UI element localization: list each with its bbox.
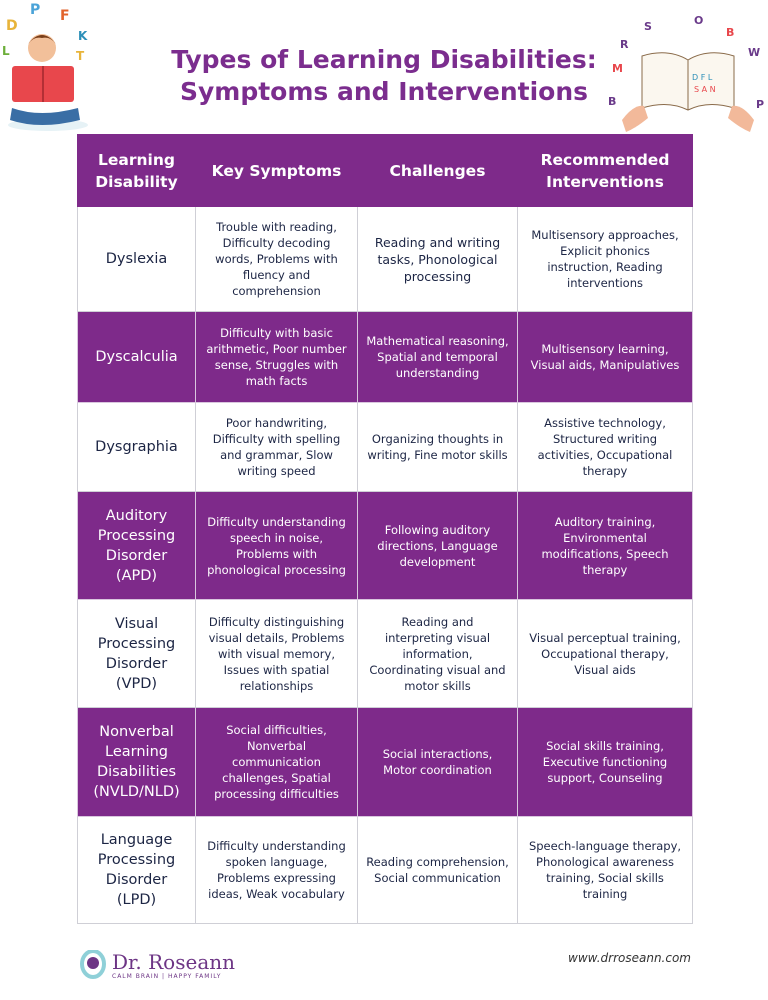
header-interventions: Recommended Interventions bbox=[518, 135, 693, 207]
title-line-2: Symptoms and Interventions bbox=[179, 77, 589, 106]
symptoms-cell: Difficulty with basic arithmetic, Poor number sense, Struggles with math facts bbox=[196, 312, 358, 403]
challenges-cell: Following auditory directions, Language development bbox=[358, 492, 518, 600]
table-row bbox=[78, 492, 693, 600]
svg-text:B: B bbox=[608, 95, 617, 108]
table-row bbox=[78, 600, 693, 708]
svg-text:D F L: D F L bbox=[692, 73, 713, 82]
svg-text:F: F bbox=[60, 8, 70, 24]
head-silhouette-icon bbox=[80, 950, 106, 980]
svg-text:S A N: S A N bbox=[694, 85, 716, 94]
dr-roseann-logo bbox=[80, 950, 235, 980]
interventions-cell: Social skills training, Executive functioning support, Counseling bbox=[518, 708, 693, 817]
page-title bbox=[150, 44, 618, 108]
svg-text:M: M bbox=[612, 62, 623, 75]
header-learning-disability: Learning Disability bbox=[78, 135, 196, 207]
svg-text:B: B bbox=[726, 26, 735, 39]
table-header-row bbox=[78, 135, 693, 207]
svg-text:R: R bbox=[620, 38, 629, 51]
disability-name: Nonverbal Learning Disabilities (NVLD/NLD) bbox=[78, 708, 196, 817]
disability-name: Visual Processing Disorder (VPD) bbox=[78, 600, 196, 708]
disability-name: Language Processing Disorder (LPD) bbox=[78, 817, 196, 924]
interventions-cell: Auditory training, Environmental modifications, Speech therapy bbox=[518, 492, 693, 600]
symptoms-cell: Difficulty understanding speech in noise, Problems with phonological processing bbox=[196, 492, 358, 600]
learning-disabilities-table bbox=[77, 134, 693, 924]
challenges-cell: Social interactions, Motor coordination bbox=[358, 708, 518, 817]
svg-text:K: K bbox=[78, 29, 88, 43]
svg-text:T: T bbox=[76, 49, 85, 63]
svg-text:W: W bbox=[748, 46, 761, 59]
table-row bbox=[78, 403, 693, 492]
header-key-symptoms: Key Symptoms bbox=[196, 135, 358, 207]
table-row bbox=[78, 708, 693, 817]
child-reading-illustration bbox=[0, 0, 110, 135]
table-row bbox=[78, 817, 693, 924]
header-challenges: Challenges bbox=[358, 135, 518, 207]
svg-text:P: P bbox=[756, 98, 765, 111]
svg-text:P: P bbox=[30, 2, 41, 18]
table-row bbox=[78, 207, 693, 312]
symptoms-cell: Poor handwriting, Difficulty with spelling and grammar, Slow writing speed bbox=[196, 403, 358, 492]
interventions-cell: Assistive technology, Structured writing activities, Occupational therapy bbox=[518, 403, 693, 492]
challenges-cell: Reading comprehension, Social communication bbox=[358, 817, 518, 924]
symptoms-cell: Trouble with reading, Difficulty decoding words, Problems with fluency and comprehension bbox=[196, 207, 358, 312]
table-row bbox=[78, 312, 693, 403]
title-line-1: Types of Learning Disabilities: bbox=[171, 45, 597, 74]
challenges-cell: Mathematical reasoning, Spatial and temporal understanding bbox=[358, 312, 518, 403]
interventions-cell: Speech-language therapy, Phonological awareness training, Social skills training bbox=[518, 817, 693, 924]
symptoms-cell: Difficulty understanding spoken language, Problems expressing ideas, Weak vocabulary bbox=[196, 817, 358, 924]
svg-text:D: D bbox=[6, 18, 18, 34]
challenges-cell: Organizing thoughts in writing, Fine motor skills bbox=[358, 403, 518, 492]
svg-text:L: L bbox=[2, 44, 10, 58]
interventions-cell: Visual perceptual training, Occupational therapy, Visual aids bbox=[518, 600, 693, 708]
disability-name: Dyscalculia bbox=[78, 312, 196, 403]
challenges-cell: Reading and writing tasks, Phonological processing bbox=[358, 207, 518, 312]
website-url: www.drroseann.com bbox=[568, 951, 691, 965]
svg-text:S: S bbox=[644, 20, 652, 33]
challenges-cell: Reading and interpreting visual information, Coordinating visual and motor skills bbox=[358, 600, 518, 708]
logo-name: Dr. Roseann bbox=[112, 949, 235, 974]
disability-name: Auditory Processing Disorder (APD) bbox=[78, 492, 196, 600]
symptoms-cell: Social difficulties, Nonverbal communication challenges, Spatial processing difficulties bbox=[196, 708, 358, 817]
open-book-illustration bbox=[608, 10, 768, 135]
interventions-cell: Multisensory approaches, Explicit phonics instruction, Reading interventions bbox=[518, 207, 693, 312]
symptoms-cell: Difficulty distinguishing visual details, Problems with visual memory, Issues with spatial relationships bbox=[196, 600, 358, 708]
interventions-cell: Multisensory learning, Visual aids, Manipulatives bbox=[518, 312, 693, 403]
disability-name: Dyslexia bbox=[78, 207, 196, 312]
disability-name: Dysgraphia bbox=[78, 403, 196, 492]
logo-tagline: CALM BRAIN | HAPPY FAMILY bbox=[112, 972, 222, 980]
svg-text:O: O bbox=[694, 14, 704, 27]
